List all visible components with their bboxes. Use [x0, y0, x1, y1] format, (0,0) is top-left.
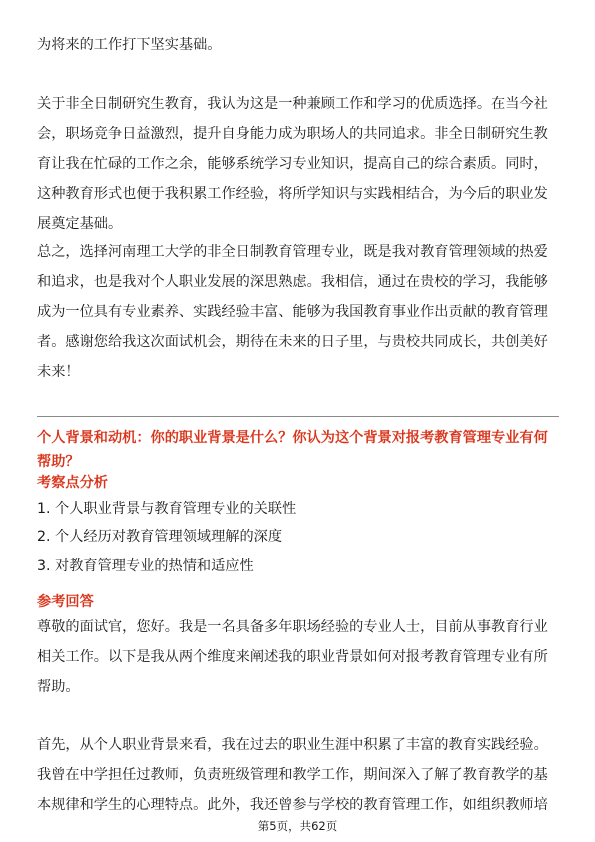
text-line: 帮助。: [37, 679, 80, 695]
section-divider: [37, 416, 559, 417]
text-line: 者。感谢您给我这次面试机会，期待在未来的日子里，与贵校共同成长，共创美好: [37, 334, 548, 350]
text-line: 本规律和学生的心理特点。此外，我还曾参与学校的教育管理工作，如组织教师培: [37, 797, 548, 813]
paragraph-top: [37, 30, 559, 60]
page-number: 第5页，共62页: [257, 819, 338, 833]
text-line: 会，职场竞争日益激烈，提升自身能力成为职场人的共同追求。非全日制研究生教: [37, 126, 548, 142]
question-line: 个人背景和动机：你的职业背景是什么？你认为这个背景对报考教育管理专业有何: [37, 430, 548, 446]
reference-first-paragraph: [37, 730, 559, 820]
reference-intro-paragraph: [37, 612, 559, 702]
text-line: 关于非全日制研究生教育，我认为这是一种兼顾工作和学习的优质选择。在当今社: [37, 96, 548, 112]
paragraph-summary: [37, 237, 559, 387]
text-line: 育让我在忙碌的工作之余，能够系统学习专业知识，提高自己的综合素质。同时，: [37, 156, 548, 172]
text-line: 这种教育形式也便于我积累工作经验，将所学知识与实践相结合，为今后的职业发: [37, 186, 548, 202]
analysis-heading: 考察点分析: [37, 475, 108, 491]
text-line: 首先，从个人职业背景来看，我在过去的职业生涯中积累了丰富的教育实践经验。: [37, 737, 548, 753]
text-line: 尊敬的面试官，您好。我是一名具备多年职场经验的专业人士，目前从事教育行业: [37, 619, 548, 635]
text-line: 为将来的工作打下坚实基础。: [37, 37, 222, 53]
text-line: 未来！: [37, 364, 80, 380]
analysis-item: 2. 个人经历对教育管理领域理解的深度: [37, 529, 283, 545]
analysis-item: 3. 对教育管理专业的热情和适应性: [37, 558, 254, 574]
paragraph-parttime-education: [37, 89, 559, 239]
interview-question: [37, 426, 559, 474]
analysis-item: 1. 个人职业背景与教育管理专业的关联性: [37, 501, 297, 517]
text-line: 成为一位具有专业素养、实践经验丰富、能够为我国教育事业作出贡献的教育管理: [37, 304, 548, 320]
text-line: 相关工作。以下是我从两个维度来阐述我的职业背景如何对报考教育管理专业有所: [37, 649, 548, 665]
text-line: 总之，选择河南理工大学的非全日制教育管理专业，既是我对教育管理领域的热爱: [37, 244, 548, 260]
text-line: 我曾在中学担任过教师，负责班级管理和教学工作，期间深入了解了教育教学的基: [37, 767, 548, 783]
question-line: 帮助？: [37, 454, 80, 470]
text-line: 和追求，也是我对个人职业发展的深思熟虑。我相信，通过在贵校的学习，我能够: [37, 274, 548, 290]
text-line: 展奠定基础。: [37, 216, 123, 232]
reference-answer-heading: 参考回答: [37, 594, 94, 610]
